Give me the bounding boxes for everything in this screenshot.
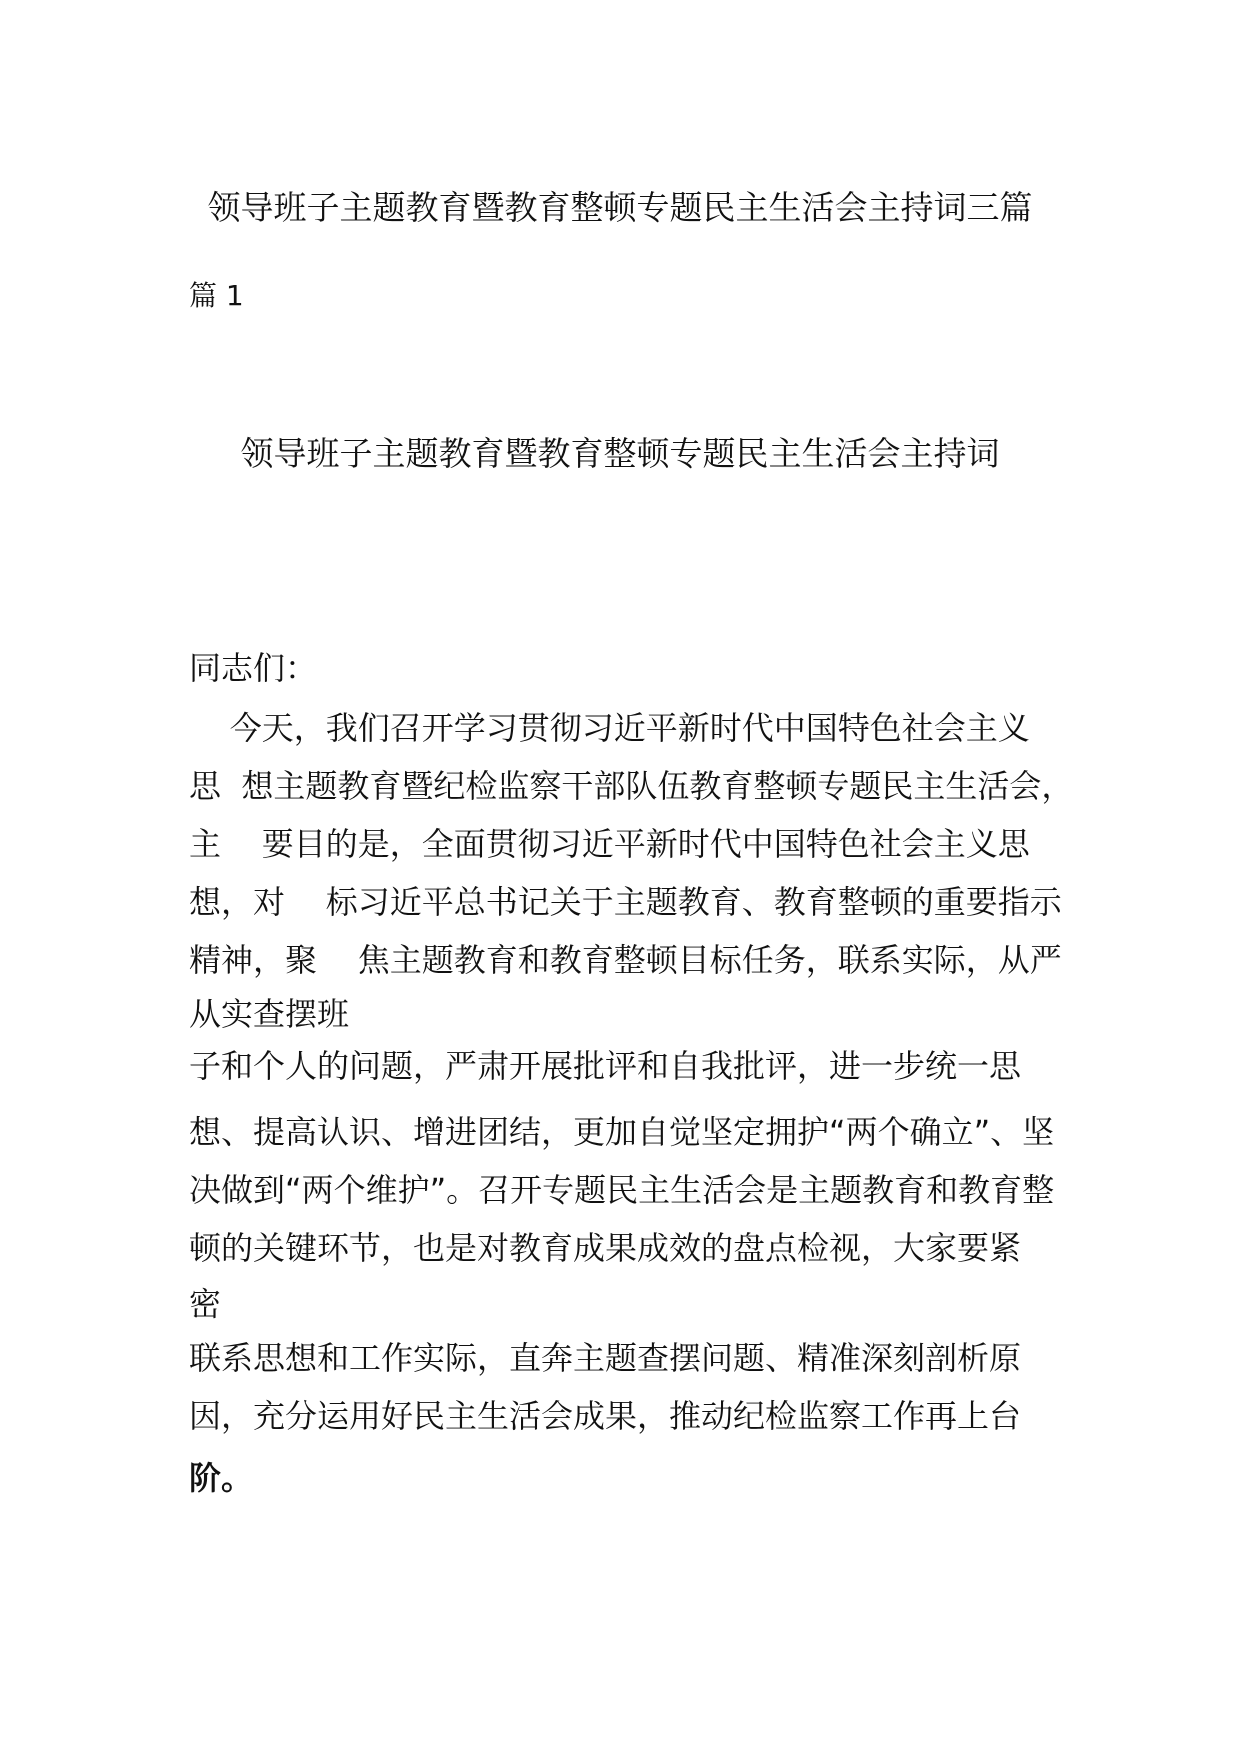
- body-line: 想、提高认识、增进团结，更加自觉坚定拥护“两个确立”、坚: [189, 1113, 1055, 1151]
- speech-title: 领导班子主题教育暨教育整顿专题民主生活会主持词: [240, 434, 1000, 473]
- body-line: 顿的关键环节，也是对教育成果成效的盘点检视，大家要紧: [189, 1229, 1022, 1267]
- body-line: 想，对 标习近平总书记关于主题教育、教育整顿的重要指示: [189, 883, 1062, 921]
- body-line: 今天，我们召开学习贯彻习近平新时代中国特色社会主义: [189, 709, 1030, 747]
- body-line: 因，充分运用好民主生活会成果，推动纪检监察工作再上台: [189, 1397, 1022, 1435]
- body-line: 联系思想和工作实际，直奔主题查摆问题、精准深刻剖析原: [189, 1339, 1022, 1377]
- body-line: 密: [189, 1285, 222, 1323]
- body-line: 思 想主题教育暨纪检监察干部队伍教育整顿专题民主生活会，: [189, 767, 1074, 805]
- section-label: 篇 1: [189, 279, 244, 312]
- salutation: 同志们：: [189, 649, 318, 687]
- body-line: 精神，聚 焦主题教育和教育整顿目标任务，联系实际，从严: [189, 941, 1062, 979]
- body-line: 从实查摆班: [189, 995, 350, 1033]
- document-title: 领导班子主题教育暨教育整顿专题民主生活会主持词三篇: [207, 188, 1033, 227]
- body-line: 阶。: [189, 1459, 254, 1497]
- body-line: 主 要目的是，全面贯彻习近平新时代中国特色社会主义思: [189, 825, 1030, 863]
- body-line: 决做到“两个维护”。召开专题民主生活会是主题教育和教育整: [189, 1171, 1055, 1209]
- body-line: 子和个人的问题，严肃开展批评和自我批评，进一步统一思: [189, 1047, 1022, 1085]
